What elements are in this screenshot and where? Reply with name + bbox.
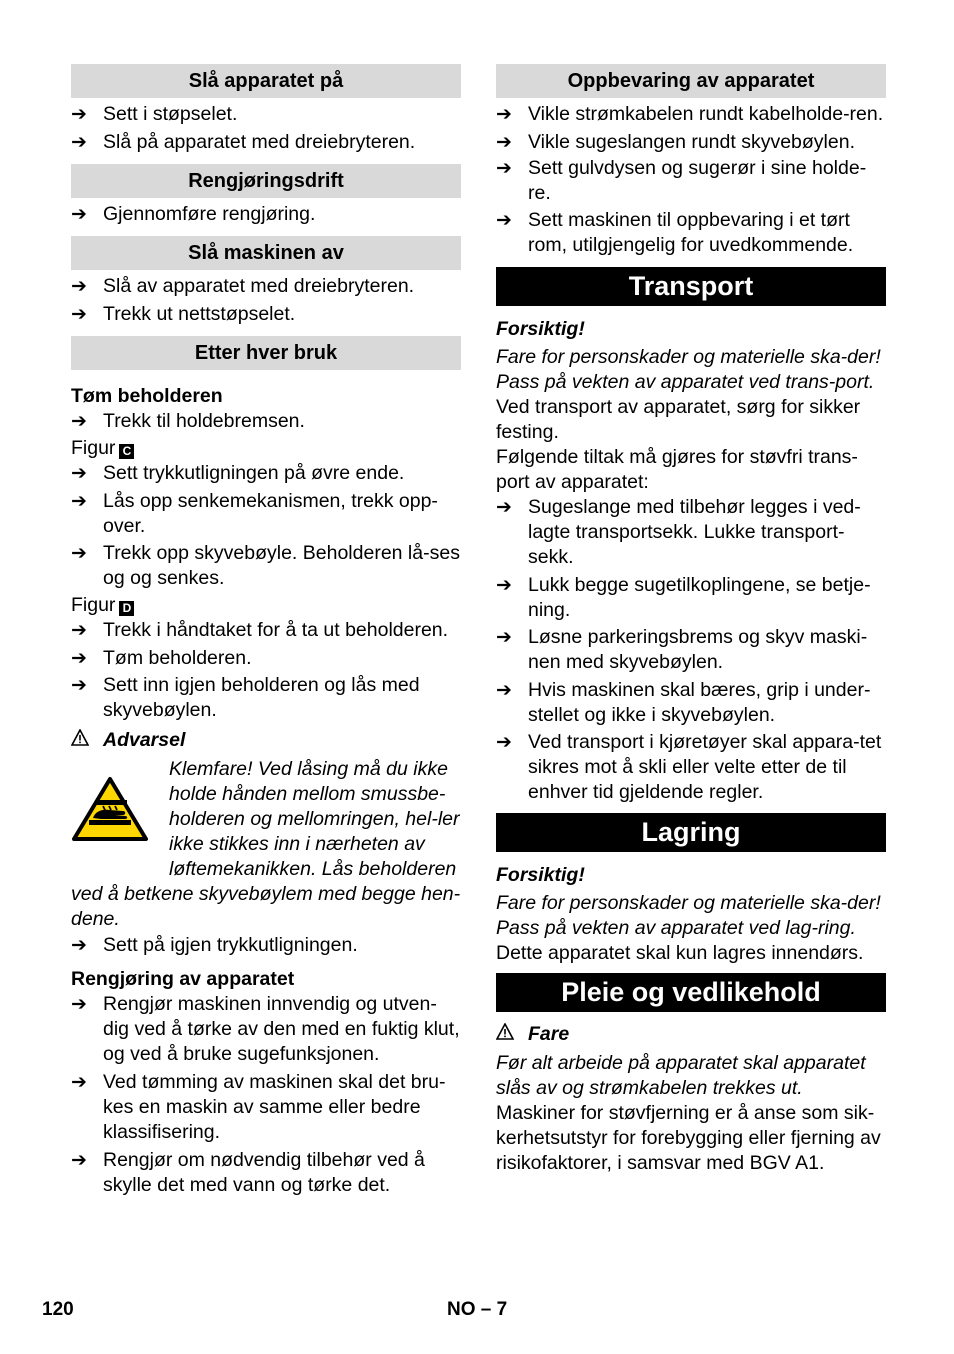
arrow-right-icon: ➔ — [71, 1150, 87, 1171]
arrow-right-icon: ➔ — [71, 994, 87, 1015]
page-number: 120 — [42, 1299, 74, 1320]
paragraph: Dette apparatet skal kun lagres innendørs. — [496, 942, 864, 964]
list-item: ➔ Lukk begge sugetilkoplingene, se betje-ning. — [496, 574, 871, 621]
list-item: ➔ Løsne parkeringsbrems og skyv maski-nen med skyvebøylen. — [496, 626, 868, 673]
arrow-right-icon: ➔ — [71, 132, 87, 153]
hand-crush-hazard-icon — [71, 762, 169, 862]
list-item: ➔ Slå av apparatet med dreiebryteren. — [71, 275, 415, 297]
chapter-title-care-and-maintenance: Pleie og vedlikehold — [496, 973, 886, 1012]
arrow-right-icon: ➔ — [496, 680, 512, 701]
right-column — [496, 64, 886, 1176]
section-marker: NO – 7 — [447, 1299, 508, 1320]
list-item: ➔ Rengjør maskinen innvendig og utven-dig ved å tørke av den med en fuktig klut, og ved å bruke sugefunksjonen. — [71, 993, 460, 1065]
arrow-right-icon: ➔ — [71, 935, 87, 956]
list-item: ➔ Trekk i håndtaket for å ta ut beholderen. — [71, 619, 449, 641]
list-item: ➔ Sett inn igjen beholderen og lås med skyvebøylen. — [71, 674, 420, 721]
arrow-right-icon: ➔ — [71, 411, 87, 432]
arrow-right-icon: ➔ — [71, 463, 87, 484]
subheading-cleaning-the-device: Rengjøring av apparatet — [71, 968, 295, 990]
paragraph: Følgende tiltak må gjøres for støvfri trans-port av apparatet: — [496, 446, 858, 493]
arrow-right-icon: ➔ — [71, 648, 87, 669]
arrow-right-icon: ➔ — [71, 543, 87, 564]
list-item: ➔ Sett gulvdysen og sugerør i sine holde-re. — [496, 157, 867, 204]
arrow-right-icon: ➔ — [496, 575, 512, 596]
list-item: ➔ Ved tømming av maskinen skal det bru-kes en maskin av samme eller bedre klassifisering. — [71, 1071, 446, 1143]
caution-heading: Forsiktig! — [496, 318, 585, 340]
arrow-right-icon: ➔ — [496, 158, 512, 179]
warning-triangle-icon — [496, 1022, 528, 1047]
list-item: ➔ Rengjør om nødvendig tilbehør ved å skylle det med vann og tørke det. — [71, 1149, 425, 1196]
arrow-right-icon: ➔ — [496, 732, 512, 753]
section-title-turn-on: Slå apparatet på — [71, 64, 461, 98]
paragraph: Maskiner for støvfjerning er å anse som sik-kerhetsutstyr for forebygging eller fjerning av risikofaktorer, i samsvar med BGV A1. — [496, 1102, 881, 1174]
arrow-right-icon: ➔ — [71, 675, 87, 696]
list-item: ➔ Vikle strømkabelen rundt kabelholde-ren. — [496, 103, 884, 125]
list-item: ➔ Gjennomføre rengjøring. — [71, 203, 316, 225]
warning-triangle-icon — [71, 728, 103, 753]
list-item: ➔ Vikle sugeslangen rundt skyvebøylen. — [496, 131, 855, 153]
arrow-right-icon: ➔ — [71, 104, 87, 125]
arrow-right-icon: ➔ — [71, 204, 87, 225]
warning-block — [71, 757, 461, 932]
figure-tag: D — [119, 601, 134, 616]
arrow-right-icon: ➔ — [71, 276, 87, 297]
arrow-right-icon: ➔ — [496, 497, 512, 518]
list-item: ➔ Hvis maskinen skal bæres, grip i under-stellet og ikke i skyvebøylen. — [496, 679, 871, 726]
warning-heading: Advarsel — [71, 728, 461, 753]
list-item: ➔ Sett på igjen trykkutligningen. — [71, 934, 358, 956]
section-title-cleaning-operation: Rengjøringsdrift — [71, 164, 461, 198]
list-item: ➔ Trekk ut nettstøpselet. — [71, 303, 296, 325]
caution-text: Fare for personskader og materielle ska-der! Pass på vekten av apparatet ved lag-ring. — [496, 892, 881, 939]
arrow-right-icon: ➔ — [71, 491, 87, 512]
arrow-right-icon: ➔ — [71, 304, 87, 325]
list-item: ➔ Sett i støpselet. — [71, 103, 238, 125]
caution-heading: Forsiktig! — [496, 864, 585, 886]
paragraph: Ved transport av apparatet, sørg for sikker festing. — [496, 396, 861, 443]
section-title-turn-off: Slå maskinen av — [71, 236, 461, 270]
list-item: ➔ Sett maskinen til oppbevaring i et tørt rom, utilgjengelig for uvedkommende. — [496, 209, 854, 256]
figure-tag: C — [119, 444, 134, 459]
list-item: ➔ Slå på apparatet med dreiebryteren. — [71, 131, 416, 153]
arrow-right-icon: ➔ — [496, 627, 512, 648]
danger-heading: Fare — [496, 1022, 886, 1047]
chapter-title-storage: Lagring — [496, 813, 886, 852]
arrow-right-icon: ➔ — [71, 620, 87, 641]
chapter-title-transport: Transport — [496, 267, 886, 306]
arrow-right-icon: ➔ — [496, 104, 512, 125]
warning-text: Klemfare! Ved låsing må du ikke holde hånden mellom smussbe-holderen og mellomringen, hel-ler ikke stikkes inn i nærheten av løftemekanikken. Lås beholderen ved å betkene skyvebøylem med begge hen-dene. — [71, 758, 461, 930]
figure-reference-c: Figur C — [71, 436, 461, 461]
section-title-storage-of-device: Oppbevaring av apparatet — [496, 64, 886, 98]
arrow-right-icon: ➔ — [71, 1072, 87, 1093]
section-title-after-each-use: Etter hver bruk — [71, 336, 461, 370]
caution-text: Fare for personskader og materielle ska-der! Pass på vekten av apparatet ved trans-port. — [496, 346, 881, 393]
list-item: ➔ Lås opp senkemekanismen, trekk opp-over. — [71, 490, 438, 537]
list-item: ➔ Trekk opp skyvebøyle. Beholderen lå-ses og og senkes. — [71, 542, 460, 589]
list-item: ➔ Sugeslange med tilbehør legges i ved-lagte transportsekk. Lukke transport-sekk. — [496, 496, 861, 568]
arrow-right-icon: ➔ — [496, 132, 512, 153]
subheading-empty-container: Tøm beholderen — [71, 385, 223, 407]
list-item: ➔ Trekk til holdebremsen. — [71, 410, 305, 432]
danger-text: Før alt arbeide på apparatet skal apparatet slås av og strømkabelen trekkes ut. — [496, 1052, 866, 1099]
arrow-right-icon: ➔ — [496, 210, 512, 231]
list-item: ➔ Sett trykkutligningen på øvre ende. — [71, 462, 405, 484]
list-item: ➔ Ved transport i kjøretøyer skal appara-tet sikres mot å skli eller velte etter de til enhver tid gjeldende regler. — [496, 731, 882, 803]
left-column — [71, 64, 461, 1198]
figure-reference-d: Figur D — [71, 593, 461, 618]
list-item: ➔ Tøm beholderen. — [71, 647, 252, 669]
